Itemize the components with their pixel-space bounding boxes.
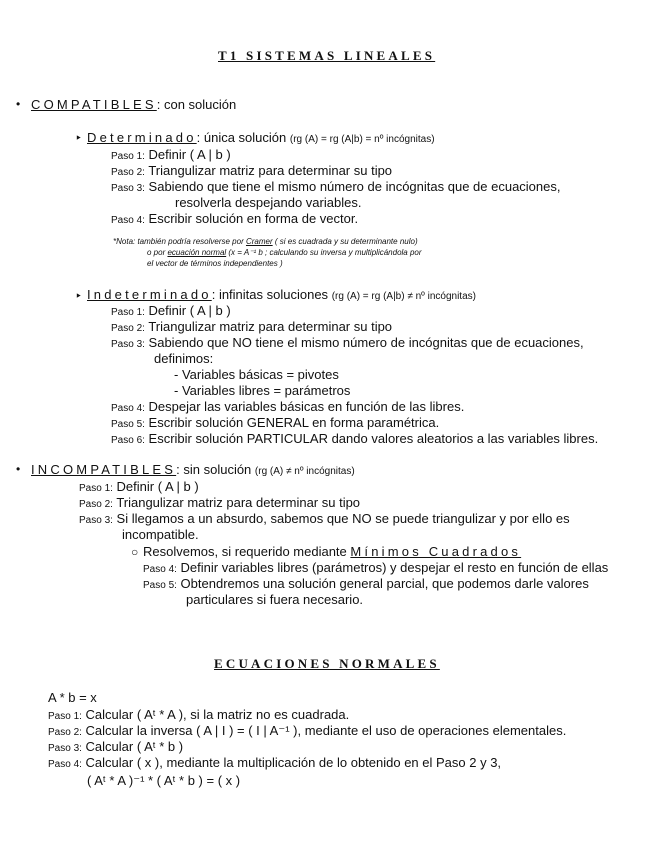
ind-step-3: Paso 3: Sabiendo que NO tiene el mismo número de incógnitas que de ecuaciones, — [111, 335, 584, 350]
det-note-line-1: *Nota: también podría resolverse por Cramer ( si es cuadrada y su determinante nulo) — [113, 237, 418, 246]
ind-step-4: Paso 4: Despejar las variables básicas en función de las libres. — [111, 399, 465, 414]
normal-equation: A * b = x — [48, 690, 97, 705]
ind-step-5: Paso 5: Escribir solución GENERAL en forma paramétrica. — [111, 415, 440, 430]
ind-step-6: Paso 6: Escribir solución PARTICULAR dando valores aleatorios a las variables libres. — [111, 431, 599, 446]
det-step-1: Paso 1: Definir ( A | b ) — [111, 147, 231, 162]
ind-var-basicas: - Variables básicas = pivotes — [174, 367, 339, 382]
circle-bullet-icon: ○ — [131, 545, 139, 559]
section-title: ECUACIONES NORMALES — [214, 656, 440, 671]
ind-step-1: Paso 1: Definir ( A | b ) — [111, 303, 231, 318]
inc-step-1: Paso 1: Definir ( A | b ) — [79, 479, 199, 494]
bullet-icon: • — [16, 462, 21, 476]
det-step-2: Paso 2: Triangulizar matriz para determinar su tipo — [111, 163, 393, 178]
indeterminado-heading: Indeterminado: infinitas soluciones (rg (A) = rg (A|b) ≠ nº incógnitas) — [87, 287, 476, 302]
norm-step-3: Paso 3: Calcular ( Aᵗ * b ) — [48, 739, 184, 754]
inc-step-3: Paso 3: Si llegamos a un absurdo, sabemos que NO se puede triangulizar y por ello es — [79, 511, 570, 526]
norm-step-4: Paso 4: Calcular ( x ), mediante la multiplicación de lo obtenido en el Paso 2 y 3, — [48, 755, 502, 770]
bullet-icon: • — [16, 97, 21, 111]
incompatibles-heading: INCOMPATIBLES: sin solución (rg (A) ≠ nº incógnitas) — [31, 462, 355, 477]
det-step-3-cont: resolverla despejando variables. — [175, 195, 362, 210]
norm-step-2: Paso 2: Calcular la inversa ( A | I ) = ( I | A⁻¹ ), mediante el uso de operaciones elementales. — [48, 723, 567, 738]
det-step-3: Paso 3: Sabiendo que tiene el mismo número de incógnitas que de ecuaciones, — [111, 179, 561, 194]
norm-final-formula: ( Aᵗ * A )⁻¹ * ( Aᵗ * b ) = ( x ) — [87, 773, 241, 788]
determinado-heading: Determinado: única solución (rg (A) = rg (A|b) = nº incógnitas) — [87, 130, 435, 145]
det-step-4: Paso 4: Escribir solución en forma de vector. — [111, 211, 359, 226]
inc-sub-heading: Resolvemos, si requerido mediante Mínimos Cuadrados — [143, 544, 522, 559]
bullet-icon: ‣ — [75, 131, 83, 145]
bullet-icon: ‣ — [75, 289, 83, 303]
inc-step-5: Paso 5: Obtendremos una solución general parcial, que podemos darle valores — [143, 576, 589, 591]
det-note-line-2: o por ecuación normal (x = A⁻¹ b ; calculando su inversa y multiplicándola por — [147, 248, 422, 257]
page-title: T1 SISTEMAS LINEALES — [218, 48, 436, 63]
inc-step-4: Paso 4: Definir variables libres (parámetros) y despejar el resto en función de ellas — [143, 560, 609, 575]
det-note-line-3: el vector de términos independientes ) — [147, 259, 283, 268]
inc-step-2: Paso 2: Triangulizar matriz para determinar su tipo — [79, 495, 361, 510]
ind-step-3-cont: definimos: — [154, 351, 214, 366]
ind-step-2: Paso 2: Triangulizar matriz para determinar su tipo — [111, 319, 393, 334]
compatibles-heading: COMPATIBLES: con solución — [31, 97, 237, 112]
inc-step-5-cont: particulares si fuera necesario. — [186, 592, 364, 607]
inc-step-3-cont: incompatible. — [122, 527, 199, 542]
norm-step-1: Paso 1: Calcular ( Aᵗ * A ), si la matriz no es cuadrada. — [48, 707, 350, 722]
ind-var-libres: - Variables libres = parámetros — [174, 383, 351, 398]
